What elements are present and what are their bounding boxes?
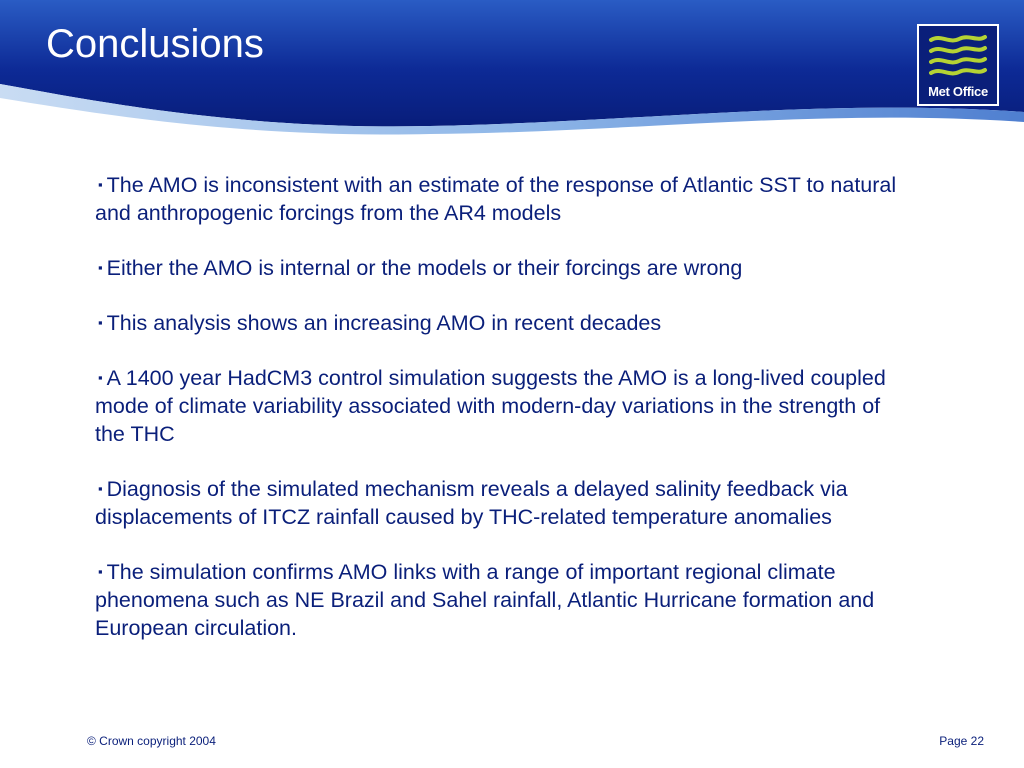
bullet-item	[95, 558, 905, 642]
conclusions-list	[95, 171, 905, 669]
bullet-marker: ▪	[98, 481, 103, 496]
bullet-marker: ▪	[98, 260, 103, 275]
bullet-text: The AMO is inconsistent with an estimate of the response of Atlantic SST to natural and anthropogenic forcings from the AR4 models	[95, 173, 897, 225]
footer-copyright: © Crown copyright 2004	[87, 734, 216, 748]
bullet-marker: ▪	[98, 564, 103, 579]
bullet-item	[95, 309, 905, 337]
slide-title: Conclusions	[46, 22, 264, 66]
bullet-text: This analysis shows an increasing AMO in recent decades	[106, 311, 662, 335]
met-office-waves-icon	[927, 32, 989, 82]
footer-page-number: Page 22	[939, 734, 984, 748]
bullet-item	[95, 254, 905, 282]
logo-text: Met Office	[928, 84, 988, 99]
bullet-item	[95, 171, 905, 227]
met-office-logo	[917, 24, 999, 106]
bullet-text: The simulation confirms AMO links with a range of important regional climate phenomena such as NE Brazil and Sahel rainfall, Atlantic Hurricane formation and European circulation.	[95, 560, 875, 640]
bullet-text: Diagnosis of the simulated mechanism reveals a delayed salinity feedback via displacements of ITCZ rainfall caused by THC-related temperature anomalies	[95, 477, 848, 529]
bullet-item	[95, 364, 905, 448]
bullet-text: A 1400 year HadCM3 control simulation suggests the AMO is a long-lived coupled mode of climate variability associated with modern-day variations in the strength of the THC	[95, 366, 886, 446]
bullet-marker: ▪	[98, 315, 103, 330]
bullet-text: Either the AMO is internal or the models or their forcings are wrong	[106, 256, 743, 280]
bullet-item	[95, 475, 905, 531]
bullet-marker: ▪	[98, 370, 103, 385]
bullet-marker: ▪	[98, 177, 103, 192]
